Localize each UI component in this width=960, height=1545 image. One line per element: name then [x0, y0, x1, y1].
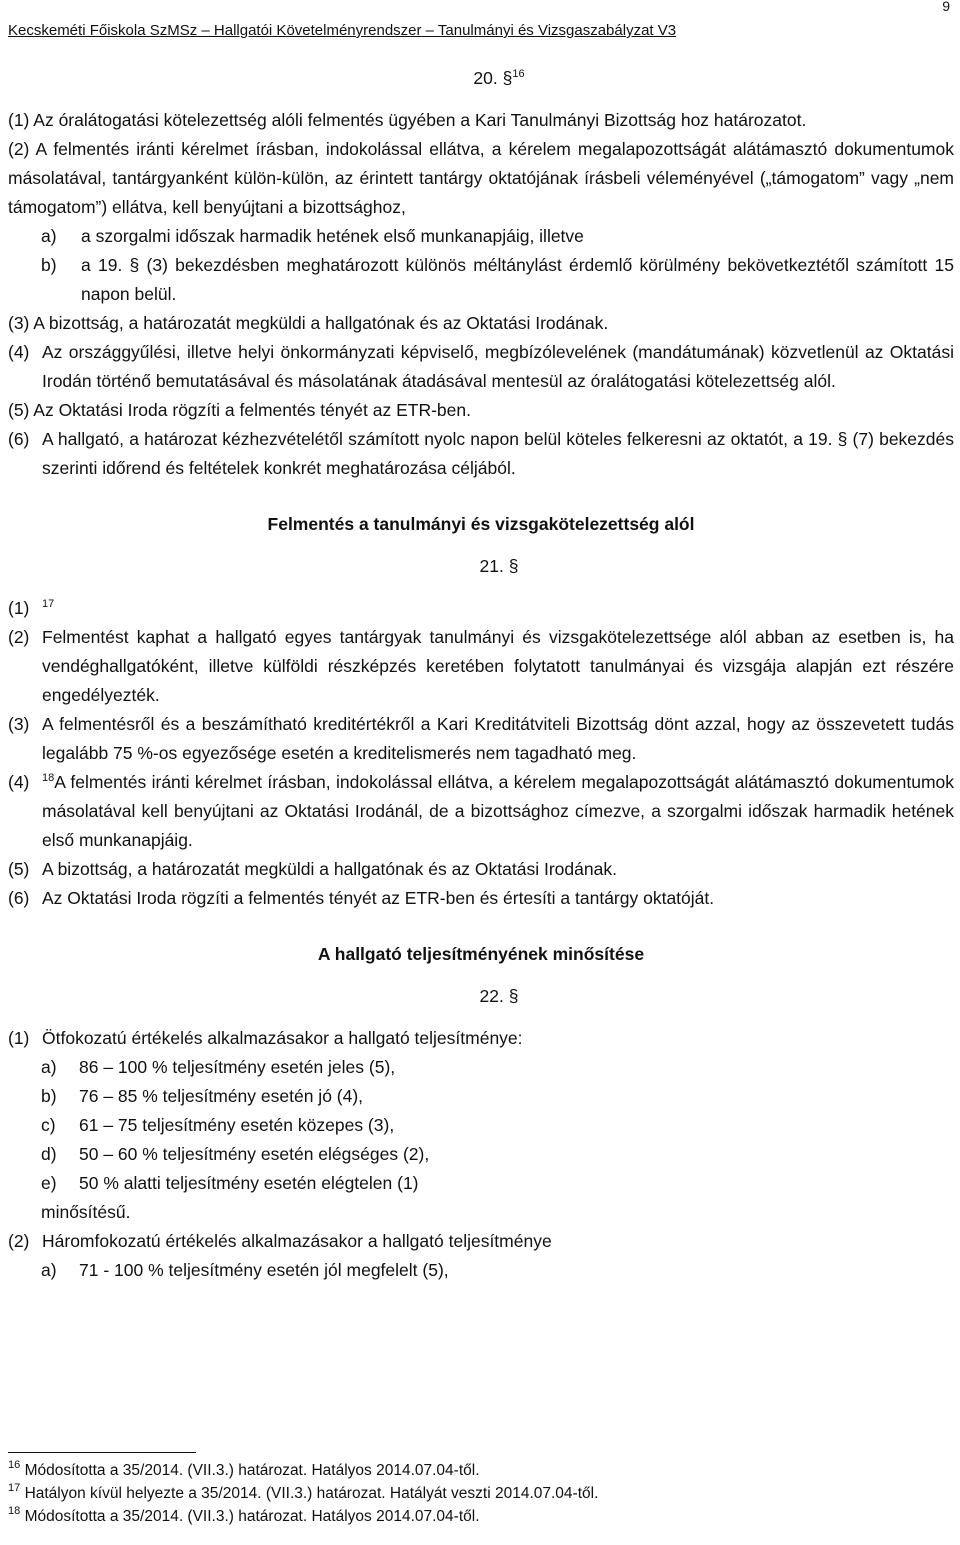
paragraph-text: A felmentésről és a beszámítható kreditértékről a Kari Kreditátviteli Bizottság dönt azzal, hogy az összevetett tudás legalább 75 %-os egyezősége esetén a kreditelismerés nem tagadható meg. [42, 714, 954, 763]
footnote-text: Módosította a 35/2014. (VII.3.) határozat. Hatályos 2014.07.04-től. [24, 1462, 480, 1479]
paragraph-20-2: (2) A felmentés iránti kérelmet írásban, indokolással ellátva, a kérelem megalapozottságát alátámasztó dokumentumok másolatával, tantárgyanként külön-külön, az érintett tantárgy oktatójának írásbeli véleményével („támogatom” vagy „nem támogatom”) ellátva, kell benyújtani a bizottsághoz, [8, 139, 954, 217]
page-number: 9 [942, 0, 950, 14]
footnote-number: 18 [8, 1505, 21, 1517]
list-item-20-a [8, 222, 954, 251]
footnote-number: 17 [8, 1482, 21, 1494]
paragraph-21-6 [8, 884, 954, 913]
paragraph-text: Ötfokozatú értékelés alkalmazásakor a hallgató teljesítménye: [42, 1028, 523, 1048]
section-21-number: 21. § [479, 556, 519, 576]
paragraph-label: (5) [8, 859, 30, 879]
document-body [8, 64, 954, 1285]
footnote-ref[interactable]: 16 [512, 68, 525, 80]
document-header: Kecskeméti Főiskola SzMSz – Hallgatói Követelményrendszer – Tanulmányi és Vizsgaszabályzat V3 [8, 22, 677, 39]
list-text: 61 – 75 teljesítmény esetén közepes (3), [79, 1115, 395, 1135]
paragraph-21-1 [8, 594, 954, 623]
paragraph-text: Felmentést kaphat a hallgató egyes tantárgyak tanulmányi és vizsgakötelezettsége alól abban az esetben is, ha vendéghallgatóként, illetve külföldi részképzés keretében folytatott tanulmányai és vizsgája alapján ezt részére engedélyezték. [42, 627, 954, 705]
list-text: 50 – 60 % teljesítmény esetén elégséges (2), [79, 1144, 430, 1164]
list-label: a) [41, 226, 57, 246]
paragraph-21-2 [8, 623, 954, 710]
paragraph-label: (4) [8, 772, 30, 792]
section-number-text: 20. § [473, 68, 513, 88]
paragraph-21-5 [8, 855, 954, 884]
paragraph-text: Háromfokozatú értékelés alkalmazásakor a hallgató teljesítménye [42, 1231, 552, 1251]
footnote-item [8, 1505, 954, 1528]
list-item [8, 1169, 954, 1198]
list-label: d) [41, 1144, 57, 1164]
footnote-divider [8, 1452, 196, 1453]
list-label: a) [41, 1057, 57, 1077]
paragraph-21-3 [8, 710, 954, 768]
footnote-number: 16 [8, 1459, 21, 1471]
paragraph-label: (4) [8, 342, 30, 362]
list-text: a 19. § (3) bekezdésben meghatározott különös méltánylást érdemlő körülmény bekövetkeztétől számított 15 napon belül. [81, 255, 954, 304]
footnote-item [8, 1459, 954, 1482]
list-label: b) [41, 1086, 57, 1106]
list-item [8, 1140, 954, 1169]
list-text: 50 % alatti teljesítmény esetén elégtelen (1) [79, 1173, 419, 1193]
paragraph-label: (1) [8, 598, 30, 618]
list-label: a) [41, 1260, 57, 1280]
section-21-title: Felmentés a tanulmányi és vizsgakötelezettség alól [267, 514, 695, 534]
footnotes [8, 1452, 954, 1528]
paragraph-21-4 [8, 768, 954, 855]
list-item-20-b [8, 251, 954, 309]
footnote-item [8, 1482, 954, 1505]
list-text: a szorgalmi időszak harmadik hetének első munkanapjáig, illetve [81, 226, 584, 246]
paragraph-20-3: (3) A bizottság, a határozatát megküldi a hallgatónak és az Oktatási Irodának. [8, 313, 609, 333]
paragraph-20-1: (1) Az óralátogatási kötelezettség alóli felmentés ügyében a Kari Tanulmányi Bizottság hoz határozatot. [8, 110, 807, 130]
footnote-text: Hatályon kívül helyezte a 35/2014. (VII.3.) határozat. Hatályát veszti 2014.07.04-től. [24, 1485, 599, 1502]
paragraph-label: (2) [8, 627, 30, 647]
list-text: 86 – 100 % teljesítmény esetén jeles (5), [79, 1057, 396, 1077]
list-label: b) [41, 255, 57, 275]
paragraph-text: A hallgató, a határozat kézhezvételétől számított nyolc napon belül köteles felkeresni az oktatót, a 19. § (7) bekezdés szerinti időrend és feltételek konkrét meghatározása céljából. [42, 429, 954, 478]
list-item [8, 1256, 954, 1285]
list-item [8, 1082, 954, 1111]
list-text: 71 - 100 % teljesítmény esetén jól megfelelt (5), [79, 1260, 449, 1280]
section-22-title: A hallgató teljesítményének minősítése [317, 944, 645, 964]
paragraph-22-2 [8, 1227, 954, 1256]
footnote-ref[interactable]: 17 [42, 598, 55, 610]
paragraph-20-5: (5) Az Oktatási Iroda rögzíti a felmentés tényét az ETR-ben. [8, 400, 471, 420]
paragraph-label: (2) [8, 1231, 30, 1251]
section-20-number [8, 64, 954, 93]
paragraph-20-4 [8, 338, 954, 396]
list-tail-text: minősítésű. [41, 1202, 131, 1222]
paragraph-text: A bizottság, a határozatát megküldi a hallgatónak és az Oktatási Irodának. [42, 859, 617, 879]
paragraph-text: A felmentés iránti kérelmet írásban, indokolással ellátva, a kérelem megalapozottságát alátámasztó dokumentumok másolatával kell benyújtani az Oktatási Irodánál, de a bizottsághoz címezve, a szorgalmi időszak harmadik hetének első munkanapjáig. [42, 772, 954, 850]
section-22-number: 22. § [479, 986, 519, 1006]
footnote-ref[interactable]: 18 [42, 772, 55, 784]
paragraph-22-1 [8, 1024, 954, 1053]
list-label: e) [41, 1173, 57, 1193]
paragraph-text: Az Oktatási Iroda rögzíti a felmentés tényét az ETR-ben és értesíti a tantárgy oktatóját. [42, 888, 715, 908]
paragraph-label: (3) [8, 714, 30, 734]
list-item [8, 1111, 954, 1140]
paragraph-label: (6) [8, 429, 30, 449]
list-item [8, 1053, 954, 1082]
list-label: c) [41, 1115, 56, 1135]
paragraph-label: (1) [8, 1028, 30, 1048]
list-text: 76 – 85 % teljesítmény esetén jó (4), [79, 1086, 364, 1106]
footnote-text: Módosította a 35/2014. (VII.3.) határozat. Hatályos 2014.07.04-től. [24, 1508, 480, 1525]
paragraph-20-6 [8, 425, 954, 483]
paragraph-text: Az országgyűlési, illetve helyi önkormányzati képviselő, megbízólevelének (mandátumának) közvetlenül az Oktatási Irodán történő bemutatásával és másolatának átadásával mentesül az óralátogatási kötelezettség alól. [42, 342, 954, 391]
paragraph-label: (6) [8, 888, 30, 908]
